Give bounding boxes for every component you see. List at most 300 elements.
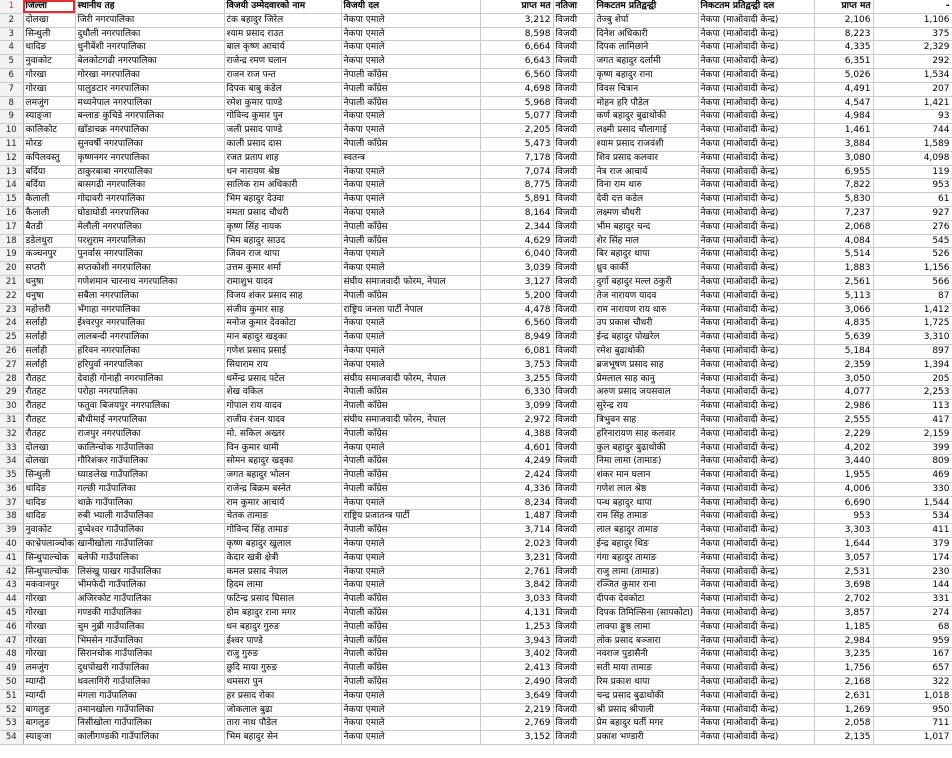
cell-margin[interactable]: 399 (873, 441, 952, 455)
cell-runner-up-party[interactable]: नेकपा (माओवादी केन्द्र) (698, 607, 814, 621)
cell-winner-party[interactable]: नेपाली काँग्रेस (341, 676, 480, 690)
cell-runner-up-party[interactable]: नेकपा (माओवादी केन्द्र) (698, 372, 814, 386)
cell-margin[interactable]: 1,589 (873, 137, 952, 151)
cell-margin[interactable]: 2,159 (873, 427, 952, 441)
cell-runner-up-party[interactable]: नेकपा (माओवादी केन्द्र) (698, 469, 814, 483)
cell-runner-up-votes[interactable]: 4,547 (814, 96, 873, 110)
cell-margin[interactable]: 953 (873, 179, 952, 193)
cell-runner-up[interactable]: लक्ष्मण चौधरी (594, 206, 698, 220)
cell-district[interactable]: धादिङ (23, 510, 75, 524)
cell-winner[interactable]: काली प्रसाद दास (224, 137, 341, 151)
row-number[interactable]: 13 (0, 165, 23, 179)
cell-runner-up-party[interactable]: नेकपा (माओवादी केन्द्र) (698, 427, 814, 441)
cell-runner-up-party[interactable]: नेकपा (माओवादी केन्द्र) (698, 248, 814, 262)
cell-winner[interactable]: विन कुमार थामी (224, 441, 341, 455)
cell-result[interactable]: विजयी (553, 620, 594, 634)
cell-votes[interactable]: 3,231 (480, 551, 553, 565)
cell-winner-party[interactable]: नेपाली काँग्रेस (341, 648, 480, 662)
cell-runner-up-votes[interactable]: 2,106 (814, 13, 873, 27)
cell-runner-up-party[interactable]: नेकपा (माओवादी केन्द्र) (698, 482, 814, 496)
cell-result[interactable]: विजयी (553, 262, 594, 276)
cell-local-level[interactable]: तमानखोला गाउँपालिका (75, 703, 224, 717)
cell-margin[interactable]: 1,394 (873, 358, 952, 372)
cell-runner-up[interactable]: त्रिभुवन साह (594, 413, 698, 427)
cell-runner-up-votes[interactable]: 2,555 (814, 413, 873, 427)
cell-margin[interactable]: 1,421 (873, 96, 952, 110)
cell-runner-up-votes[interactable]: 4,835 (814, 317, 873, 331)
cell-district[interactable]: गोरखा (23, 620, 75, 634)
cell-district[interactable]: नुवाकोट (23, 55, 75, 69)
header-cell-winner[interactable]: विजयी उम्मेदवारको नाम (224, 0, 341, 13)
cell-result[interactable]: विजयी (553, 731, 594, 745)
cell-result[interactable]: विजयी (553, 524, 594, 538)
cell-runner-up[interactable]: बिर बहादुर थापा (594, 248, 698, 262)
cell-margin[interactable]: 375 (873, 27, 952, 41)
cell-votes[interactable]: 3,127 (480, 275, 553, 289)
cell-winner-party[interactable]: नेपाली काँग्रेस (341, 220, 480, 234)
cell-runner-up-votes[interactable]: 4,491 (814, 82, 873, 96)
cell-margin[interactable]: 534 (873, 510, 952, 524)
cell-result[interactable]: विजयी (553, 662, 594, 676)
row-number[interactable]: 2 (0, 13, 23, 27)
cell-runner-up[interactable]: प्रेमलाल साह कानु (594, 372, 698, 386)
cell-runner-up-votes[interactable]: 5,184 (814, 344, 873, 358)
cell-local-level[interactable]: जिरी नगरपालिका (75, 13, 224, 27)
cell-district[interactable]: गोरखा (23, 593, 75, 607)
cell-runner-up-votes[interactable]: 4,006 (814, 482, 873, 496)
cell-result[interactable]: विजयी (553, 110, 594, 124)
row-number[interactable]: 46 (0, 620, 23, 634)
cell-result[interactable]: विजयी (553, 441, 594, 455)
cell-local-level[interactable]: भिमसेन गाउँपालिका (75, 634, 224, 648)
cell-local-level[interactable]: भँगाहा नगरपालिका (75, 303, 224, 317)
cell-winner[interactable]: सालिक राम अधिकारी (224, 179, 341, 193)
cell-district[interactable]: महोत्तरी (23, 303, 75, 317)
cell-result[interactable]: विजयी (553, 689, 594, 703)
cell-votes[interactable]: 5,968 (480, 96, 553, 110)
cell-winner[interactable]: राम कुमार आचार्य (224, 496, 341, 510)
cell-votes[interactable]: 2,972 (480, 413, 553, 427)
cell-result[interactable]: विजयी (553, 469, 594, 483)
cell-local-level[interactable]: बासगढी नगरपालिका (75, 179, 224, 193)
cell-winner-party[interactable]: नेपाली काँग्रेस (341, 482, 480, 496)
cell-winner-party[interactable]: नेपाली काँग्रेस (341, 289, 480, 303)
cell-result[interactable]: विजयी (553, 427, 594, 441)
cell-result[interactable]: विजयी (553, 331, 594, 345)
row-number[interactable]: 25 (0, 331, 23, 345)
cell-winner-party[interactable]: नेकपा एमाले (341, 551, 480, 565)
cell-winner-party[interactable]: नेपाली काँग्रेस (341, 234, 480, 248)
cell-winner-party[interactable]: नेकपा एमाले (341, 344, 480, 358)
cell-votes[interactable]: 4,388 (480, 427, 553, 441)
cell-votes[interactable]: 2,490 (480, 676, 553, 690)
cell-result[interactable]: विजयी (553, 344, 594, 358)
cell-district[interactable]: बैतडी (23, 220, 75, 234)
cell-local-level[interactable]: निसीखोला गाउँपालिका (75, 717, 224, 731)
cell-winner-party[interactable]: नेकपा एमाले (341, 565, 480, 579)
cell-margin[interactable]: 230 (873, 565, 952, 579)
cell-runner-up-votes[interactable]: 2,531 (814, 565, 873, 579)
row-number[interactable]: 18 (0, 234, 23, 248)
cell-local-level[interactable]: गौरिशंकर गाउँपालिका (75, 455, 224, 469)
cell-winner[interactable]: कृष्ण बहादुर खुलाल (224, 538, 341, 552)
cell-district[interactable]: नुवाकोट (23, 524, 75, 538)
cell-runner-up-votes[interactable]: 2,561 (814, 275, 873, 289)
cell-votes[interactable]: 5,077 (480, 110, 553, 124)
cell-local-level[interactable]: ठाकुरबाबा नगरपालिका (75, 165, 224, 179)
cell-votes[interactable]: 8,234 (480, 496, 553, 510)
cell-runner-up-votes[interactable]: 1,955 (814, 469, 873, 483)
cell-runner-up-party[interactable]: नेकपा (माओवादी केन्द्र) (698, 234, 814, 248)
cell-district[interactable]: गोरखा (23, 648, 75, 662)
cell-winner-party[interactable]: नेपाली काँग्रेस (341, 524, 480, 538)
cell-runner-up-votes[interactable]: 4,335 (814, 41, 873, 55)
cell-district[interactable]: गोरखा (23, 607, 75, 621)
cell-local-level[interactable]: सिरानचोक गाउँपालिका (75, 648, 224, 662)
cell-winner[interactable]: राजीव रंजन यादव (224, 413, 341, 427)
cell-winner[interactable]: रजत प्रताप शाह (224, 151, 341, 165)
row-number[interactable]: 24 (0, 317, 23, 331)
cell-margin[interactable]: 927 (873, 206, 952, 220)
cell-winner[interactable]: हर प्रसाद रोका (224, 689, 341, 703)
row-number[interactable]: 8 (0, 96, 23, 110)
cell-margin[interactable]: 68 (873, 620, 952, 634)
row-number[interactable]: 22 (0, 289, 23, 303)
cell-runner-up[interactable]: सती माया तामाङ (594, 662, 698, 676)
row-number[interactable]: 29 (0, 386, 23, 400)
cell-result[interactable]: विजयी (553, 551, 594, 565)
cell-runner-up-votes[interactable]: 6,351 (814, 55, 873, 69)
cell-runner-up-votes[interactable]: 2,359 (814, 358, 873, 372)
cell-local-level[interactable]: कालीगण्डकी गाउँपालिका (75, 731, 224, 745)
cell-winner[interactable]: बाल कृष्ण आचार्य (224, 41, 341, 55)
cell-winner-party[interactable]: नेकपा एमाले (341, 193, 480, 207)
cell-local-level[interactable]: सबैला नगरपालिका (75, 289, 224, 303)
cell-runner-up[interactable]: रञ्जित कुमार राना (594, 579, 698, 593)
cell-result[interactable]: विजयी (553, 234, 594, 248)
row-number[interactable]: 38 (0, 510, 23, 524)
cell-runner-up-votes[interactable]: 2,058 (814, 717, 873, 731)
cell-local-level[interactable]: फतुवा बिजयपुर नगरपालिका (75, 400, 224, 414)
cell-winner-party[interactable]: नेपाली काँग्रेस (341, 620, 480, 634)
cell-district[interactable]: सर्लाही (23, 331, 75, 345)
cell-winner[interactable]: तारा नाथ पौडेल (224, 717, 341, 731)
cell-winner-party[interactable]: नेकपा एमाले (341, 703, 480, 717)
cell-result[interactable]: विजयी (553, 386, 594, 400)
cell-result[interactable]: विजयी (553, 55, 594, 69)
cell-votes[interactable]: 1,253 (480, 620, 553, 634)
cell-margin[interactable]: 2,329 (873, 41, 952, 55)
cell-votes[interactable]: 6,081 (480, 344, 553, 358)
cell-local-level[interactable]: भीमफेदी गाउँपालिका (75, 579, 224, 593)
cell-district[interactable]: सप्तरी (23, 262, 75, 276)
cell-votes[interactable]: 2,761 (480, 565, 553, 579)
cell-votes[interactable]: 3,714 (480, 524, 553, 538)
cell-runner-up-votes[interactable]: 2,631 (814, 689, 873, 703)
row-number[interactable]: 34 (0, 455, 23, 469)
cell-runner-up[interactable]: विना राम थारु (594, 179, 698, 193)
cell-votes[interactable]: 2,205 (480, 124, 553, 138)
cell-runner-up-votes[interactable]: 3,698 (814, 579, 873, 593)
cell-local-level[interactable]: मेलौली नगरपालिका (75, 220, 224, 234)
cell-local-level[interactable]: सुनवर्षी नगरपालिका (75, 137, 224, 151)
cell-votes[interactable]: 3,033 (480, 593, 553, 607)
cell-result[interactable]: विजयी (553, 703, 594, 717)
cell-runner-up-party[interactable]: नेकपा (माओवादी केन्द्र) (698, 151, 814, 165)
cell-margin[interactable]: 4,098 (873, 151, 952, 165)
cell-winner[interactable]: राजेन्द्र रमण घलान (224, 55, 341, 69)
cell-runner-up[interactable]: ध्रुव कार्की (594, 262, 698, 276)
cell-winner-party[interactable]: नेकपा एमाले (341, 331, 480, 345)
cell-runner-up[interactable]: दिपक तिमिल्सिना (सापकोटा) (594, 607, 698, 621)
row-number[interactable]: 41 (0, 551, 23, 565)
cell-runner-up[interactable]: राम नारायण राय थारु (594, 303, 698, 317)
cell-winner[interactable]: चेतक तामाङ (224, 510, 341, 524)
cell-votes[interactable]: 5,200 (480, 289, 553, 303)
cell-winner[interactable]: जली प्रसाद पाण्डे (224, 124, 341, 138)
cell-local-level[interactable]: लालबन्दी नगरपालिका (75, 331, 224, 345)
cell-runner-up-votes[interactable]: 6,690 (814, 496, 873, 510)
cell-winner-party[interactable]: नेपाली काँग्रेस (341, 607, 480, 621)
cell-winner[interactable]: कमल प्रसाद नेपाल (224, 565, 341, 579)
cell-district[interactable]: कालिकोट (23, 124, 75, 138)
row-number[interactable]: 21 (0, 275, 23, 289)
cell-result[interactable]: विजयी (553, 593, 594, 607)
cell-margin[interactable]: 1,106 (873, 13, 952, 27)
header-cell-local-level[interactable]: स्थानीय तह (75, 0, 224, 13)
cell-result[interactable]: विजयी (553, 13, 594, 27)
cell-runner-up-party[interactable]: नेकपा (माओवादी केन्द्र) (698, 262, 814, 276)
cell-result[interactable]: विजयी (553, 68, 594, 82)
cell-local-level[interactable]: परोहा नगरपालिका (75, 386, 224, 400)
cell-result[interactable]: विजयी (553, 193, 594, 207)
cell-local-level[interactable]: दुधौली नगरपालिका (75, 27, 224, 41)
row-number[interactable]: 3 (0, 27, 23, 41)
cell-runner-up-party[interactable]: नेकपा (माओवादी केन्द्र) (698, 524, 814, 538)
cell-winner[interactable]: मो. सकिल अख्तर (224, 427, 341, 441)
row-number[interactable]: 26 (0, 344, 23, 358)
cell-district[interactable]: काभ्रेपलाञ्चोक (23, 538, 75, 552)
cell-winner-party[interactable]: नेकपा एमाले (341, 358, 480, 372)
cell-runner-up-party[interactable]: नेकपा (माओवादी केन्द्र) (698, 565, 814, 579)
cell-margin[interactable]: 274 (873, 607, 952, 621)
cell-runner-up[interactable]: रिम प्रकाश थापा (594, 676, 698, 690)
cell-votes[interactable]: 8,775 (480, 179, 553, 193)
cell-local-level[interactable]: गणेशमान चारनाथ नगरपालिका (75, 275, 224, 289)
cell-runner-up-votes[interactable]: 3,235 (814, 648, 873, 662)
cell-winner[interactable]: गणेश प्रसाद प्रसाई (224, 344, 341, 358)
row-number[interactable]: 10 (0, 124, 23, 138)
cell-winner-party[interactable]: नेकपा एमाले (341, 731, 480, 745)
cell-margin[interactable]: 167 (873, 648, 952, 662)
header-cell-margin[interactable]: - (873, 0, 952, 13)
cell-runner-up[interactable]: लक्ष्मी प्रसाद चौलागाई (594, 124, 698, 138)
row-number[interactable]: 11 (0, 137, 23, 151)
cell-runner-up-votes[interactable]: 4,084 (814, 234, 873, 248)
cell-local-level[interactable]: बौधीमाई नगरपालिका (75, 413, 224, 427)
row-number[interactable]: 15 (0, 193, 23, 207)
cell-runner-up-party[interactable]: नेकपा (माओवादी केन्द्र) (698, 55, 814, 69)
cell-result[interactable]: विजयी (553, 607, 594, 621)
cell-runner-up[interactable]: दिनेश अधिकारी (594, 27, 698, 41)
cell-runner-up[interactable]: उप प्रकाश चौधरी (594, 317, 698, 331)
cell-votes[interactable]: 3,255 (480, 372, 553, 386)
cell-votes[interactable]: 3,212 (480, 13, 553, 27)
cell-winner[interactable]: जोकलाल बुढा (224, 703, 341, 717)
cell-runner-up[interactable]: राम सिंह तामाङ (594, 510, 698, 524)
cell-margin[interactable]: 526 (873, 248, 952, 262)
cell-votes[interactable]: 2,769 (480, 717, 553, 731)
cell-local-level[interactable]: थाक्रे गाउँपालिका (75, 496, 224, 510)
cell-votes[interactable]: 4,336 (480, 482, 553, 496)
cell-district[interactable]: सर्लाही (23, 317, 75, 331)
cell-local-level[interactable]: देवाही गोनाही नगरपालिका (75, 372, 224, 386)
cell-result[interactable]: विजयी (553, 275, 594, 289)
cell-runner-up-votes[interactable]: 5,113 (814, 289, 873, 303)
cell-runner-up-party[interactable]: नेकपा (माओवादी केन्द्र) (698, 165, 814, 179)
cell-runner-up[interactable]: हरिनारायण साह कलवार (594, 427, 698, 441)
cell-winner[interactable]: भिम बहादुर साउद (224, 234, 341, 248)
cell-result[interactable]: विजयी (553, 565, 594, 579)
cell-votes[interactable]: 5,473 (480, 137, 553, 151)
cell-result[interactable]: विजयी (553, 165, 594, 179)
cell-margin[interactable]: 330 (873, 482, 952, 496)
cell-winner-party[interactable]: नेकपा एमाले (341, 496, 480, 510)
cell-winner-party[interactable]: नेकपा एमाले (341, 55, 480, 69)
cell-margin[interactable]: 379 (873, 538, 952, 552)
cell-local-level[interactable]: ईश्वरपुर नगरपालिका (75, 317, 224, 331)
cell-votes[interactable]: 6,664 (480, 41, 553, 55)
row-number[interactable]: 43 (0, 579, 23, 593)
cell-result[interactable]: विजयी (553, 303, 594, 317)
cell-runner-up-party[interactable]: नेकपा (माओवादी केन्द्र) (698, 689, 814, 703)
row-number[interactable]: 32 (0, 427, 23, 441)
cell-margin[interactable]: 113 (873, 400, 952, 414)
cell-runner-up-party[interactable]: नेकपा (माओवादी केन्द्र) (698, 13, 814, 27)
row-number[interactable]: 37 (0, 496, 23, 510)
cell-runner-up-party[interactable]: नेकपा (माओवादी केन्द्र) (698, 275, 814, 289)
cell-winner-party[interactable]: नेकपा एमाले (341, 165, 480, 179)
cell-winner[interactable]: दिपक बाबु कंडेल (224, 82, 341, 96)
cell-margin[interactable]: 174 (873, 551, 952, 565)
cell-winner[interactable]: गोविन्द कुमार पुन (224, 110, 341, 124)
cell-local-level[interactable]: रुबी भ्याली गाउँपालिका (75, 510, 224, 524)
cell-winner-party[interactable]: नेपाली काँग्रेस (341, 427, 480, 441)
cell-winner-party[interactable]: नेकपा एमाले (341, 248, 480, 262)
cell-winner-party[interactable]: नेपाली काँग्रेस (341, 82, 480, 96)
cell-runner-up-votes[interactable]: 2,702 (814, 593, 873, 607)
cell-result[interactable]: विजयी (553, 634, 594, 648)
cell-local-level[interactable]: गोरखा नगरपालिका (75, 68, 224, 82)
cell-runner-up-votes[interactable]: 5,514 (814, 248, 873, 262)
row-number[interactable]: 45 (0, 607, 23, 621)
cell-runner-up[interactable]: भीम बहादुर चन्द (594, 220, 698, 234)
cell-district[interactable]: सिन्धुपाल्चोक (23, 565, 75, 579)
cell-runner-up-votes[interactable]: 2,135 (814, 731, 873, 745)
cell-votes[interactable]: 7,074 (480, 165, 553, 179)
cell-runner-up-votes[interactable]: 2,168 (814, 676, 873, 690)
cell-district[interactable]: रौतहट (23, 400, 75, 414)
cell-winner-party[interactable]: नेकपा एमाले (341, 717, 480, 731)
cell-margin[interactable]: 331 (873, 593, 952, 607)
cell-winner-party[interactable]: नेपाली काँग्रेस (341, 137, 480, 151)
cell-runner-up[interactable]: अरुण प्रसाद जयसवाल (594, 386, 698, 400)
cell-result[interactable]: विजयी (553, 358, 594, 372)
cell-winner-party[interactable]: नेकपा एमाले (341, 206, 480, 220)
cell-runner-up[interactable]: शेर सिंह माल (594, 234, 698, 248)
cell-local-level[interactable]: गोदावरी नगरपालिका (75, 193, 224, 207)
cell-district[interactable]: लमजुंग (23, 662, 75, 676)
cell-district[interactable]: कपिलवस्तु (23, 151, 75, 165)
cell-runner-up[interactable]: शिव प्रसाद कलवार (594, 151, 698, 165)
cell-runner-up-party[interactable]: नेकपा (माओवादी केन्द्र) (698, 344, 814, 358)
cell-winner[interactable]: संजीव कुमार साह (224, 303, 341, 317)
cell-runner-up-party[interactable]: नेकपा (माओवादी केन्द्र) (698, 593, 814, 607)
cell-result[interactable]: विजयी (553, 137, 594, 151)
cell-votes[interactable]: 2,413 (480, 662, 553, 676)
cell-margin[interactable]: 3,310 (873, 331, 952, 345)
cell-local-level[interactable]: दुप्चेश्वर गाउँपालिका (75, 524, 224, 538)
cell-district[interactable]: धनुषा (23, 289, 75, 303)
cell-margin[interactable]: 566 (873, 275, 952, 289)
cell-local-level[interactable]: कृष्णनगर नगरपालिका (75, 151, 224, 165)
cell-runner-up-party[interactable]: नेकपा (माओवादी केन्द्र) (698, 579, 814, 593)
cell-result[interactable]: विजयी (553, 289, 594, 303)
cell-winner[interactable]: भिम बहादुर सेन (224, 731, 341, 745)
cell-winner-party[interactable]: नेपाली काँग्रेस (341, 469, 480, 483)
cell-runner-up-votes[interactable]: 8,223 (814, 27, 873, 41)
cell-votes[interactable]: 4,601 (480, 441, 553, 455)
cell-winner[interactable]: धन बहादुर गुरुङ (224, 620, 341, 634)
cell-winner-party[interactable]: नेकपा एमाले (341, 262, 480, 276)
cell-runner-up-votes[interactable]: 7,822 (814, 179, 873, 193)
cell-runner-up-party[interactable]: नेकपा (माओवादी केन्द्र) (698, 551, 814, 565)
cell-winner[interactable]: गोविन्द सिंह तामाङ (224, 524, 341, 538)
cell-runner-up[interactable]: विवस चित्रान (594, 82, 698, 96)
cell-runner-up-votes[interactable]: 2,984 (814, 634, 873, 648)
cell-runner-up[interactable]: नेत्र राज आचार्य (594, 165, 698, 179)
cell-local-level[interactable]: खानीखोला गाउँपालिका (75, 538, 224, 552)
cell-district[interactable]: धादिङ (23, 496, 75, 510)
cell-runner-up-votes[interactable]: 2,986 (814, 400, 873, 414)
cell-runner-up-party[interactable]: नेकपा (माओवादी केन्द्र) (698, 386, 814, 400)
cell-district[interactable]: कैलाली (23, 193, 75, 207)
cell-winner[interactable]: मनोज कुमार देवकोटा (224, 317, 341, 331)
cell-result[interactable]: विजयी (553, 455, 594, 469)
cell-runner-up[interactable]: कुल बहादुर बुढाथोकी (594, 441, 698, 455)
cell-margin[interactable]: 711 (873, 717, 952, 731)
cell-margin[interactable]: 87 (873, 289, 952, 303)
cell-runner-up-votes[interactable]: 4,077 (814, 386, 873, 400)
header-cell-runner-up-party[interactable]: निकटतम प्रतिद्वन्द्वी दल (698, 0, 814, 13)
cell-district[interactable]: रौतहट (23, 413, 75, 427)
cell-votes[interactable]: 6,643 (480, 55, 553, 69)
cell-runner-up-votes[interactable]: 1,644 (814, 538, 873, 552)
cell-winner-party[interactable]: नेकपा एमाले (341, 41, 480, 55)
cell-winner-party[interactable]: संघीय समाजवादी फोरम, नेपाल (341, 413, 480, 427)
cell-votes[interactable]: 3,099 (480, 400, 553, 414)
cell-runner-up-party[interactable]: नेकपा (माओवादी केन्द्र) (698, 634, 814, 648)
cell-winner-party[interactable]: नेकपा एमाले (341, 13, 480, 27)
cell-district[interactable]: धादिङ (23, 41, 75, 55)
cell-runner-up-votes[interactable]: 3,066 (814, 303, 873, 317)
cell-runner-up-party[interactable]: नेकपा (माओवादी केन्द्र) (698, 676, 814, 690)
cell-result[interactable]: विजयी (553, 206, 594, 220)
cell-local-level[interactable]: घोडाघोडी नगरपालिका (75, 206, 224, 220)
cell-votes[interactable]: 4,131 (480, 607, 553, 621)
row-number[interactable]: 39 (0, 524, 23, 538)
cell-local-level[interactable]: पालुङटार नगरपालिका (75, 82, 224, 96)
